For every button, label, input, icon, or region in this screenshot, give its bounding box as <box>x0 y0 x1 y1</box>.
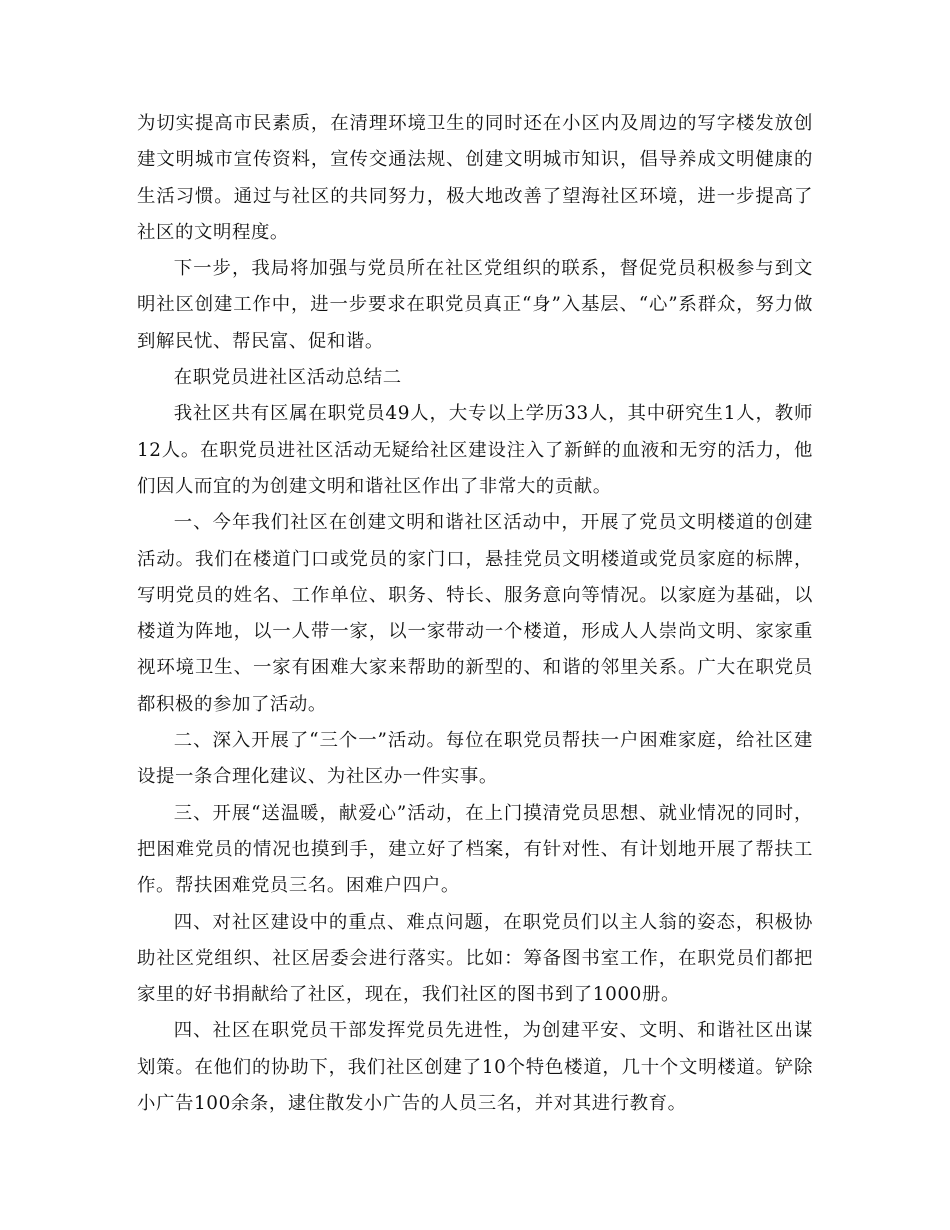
paragraph-item-3: 三、开展“送温暖，献爱心”活动，在上门摸清党员思想、就业情况的同时，把困难党员的情况也摸到手，建立好了档案，有针对性、有计划地开展了帮扶工作。帮扶困难党员三名。困难户四户。 <box>137 802 813 897</box>
paragraph-overview: 我社区共有区属在职党员49人，大专以上学历33人，其中研究生1人，教师12人。在职党员进社区活动无疑给社区建设注入了新鲜的血液和无穷的活力，他们因人而宜的为创建文明和谐社区作出了非常大的贡献。 <box>137 403 813 497</box>
section-heading: 在职党员进社区活动总结二 <box>173 367 402 389</box>
paragraph-item-2: 二、深入开展了“三个一”活动。每位在职党员帮扶一户困难家庭，给社区建设提一条合理化建议、为社区办一件实事。 <box>137 730 813 788</box>
paragraph-item-5: 四、社区在职党员干部发挥党员先进性，为创建平安、文明、和谐社区出谋划策。在他们的协助下，我们社区创建了10个特色楼道，几十个文明楼道。铲除小广告100余条，逮住散发小广告的人员三名，并对其进行教育。 <box>137 1020 813 1115</box>
paragraph-continuation: 为切实提高市民素质，在清理环境卫生的同时还在小区内及周边的写字楼发放创建文明城市宣传资料，宣传交通法规、创建文明城市知识，倡导养成文明健康的生活习惯。通过与社区的共同努力，极大地改善了望海社区环境，进一步提高了社区的文明程度。 <box>137 113 813 243</box>
paragraph-item-1: 一、今年我们社区在创建文明和谐社区活动中，开展了党员文明楼道的创建活动。我们在楼道门口或党员的家门口，悬挂党员文明楼道或党员家庭的标牌，写明党员的姓名、工作单位、职务、特长、服务意向等情况。以家庭为基础，以楼道为阵地，以一人带一家，以一家带动一个楼道，形成人人崇尚文明、家家重视环境卫生、一家有困难大家来帮助的新型的、和谐的邻里关系。广大在职党员都积极的参加了活动。 <box>137 512 813 715</box>
paragraph-item-4: 四、对社区建设中的重点、难点问题，在职党员们以主人翁的姿态，积极协助社区党组织、社区居委会进行落实。比如：筹备图书室工作，在职党员们都把家里的好书捐献给了社区，现在，我们社区的图书到了1000册。 <box>137 911 813 1006</box>
paragraph-next-step: 下一步，我局将加强与党员所在社区党组织的联系，督促党员积极参与到文明社区创建工作中，进一步要求在职党员真正“身”入基层、“心”系群众，努力做到解民忧、帮民富、促和谐。 <box>137 258 813 352</box>
document-body <box>137 106 813 1122</box>
